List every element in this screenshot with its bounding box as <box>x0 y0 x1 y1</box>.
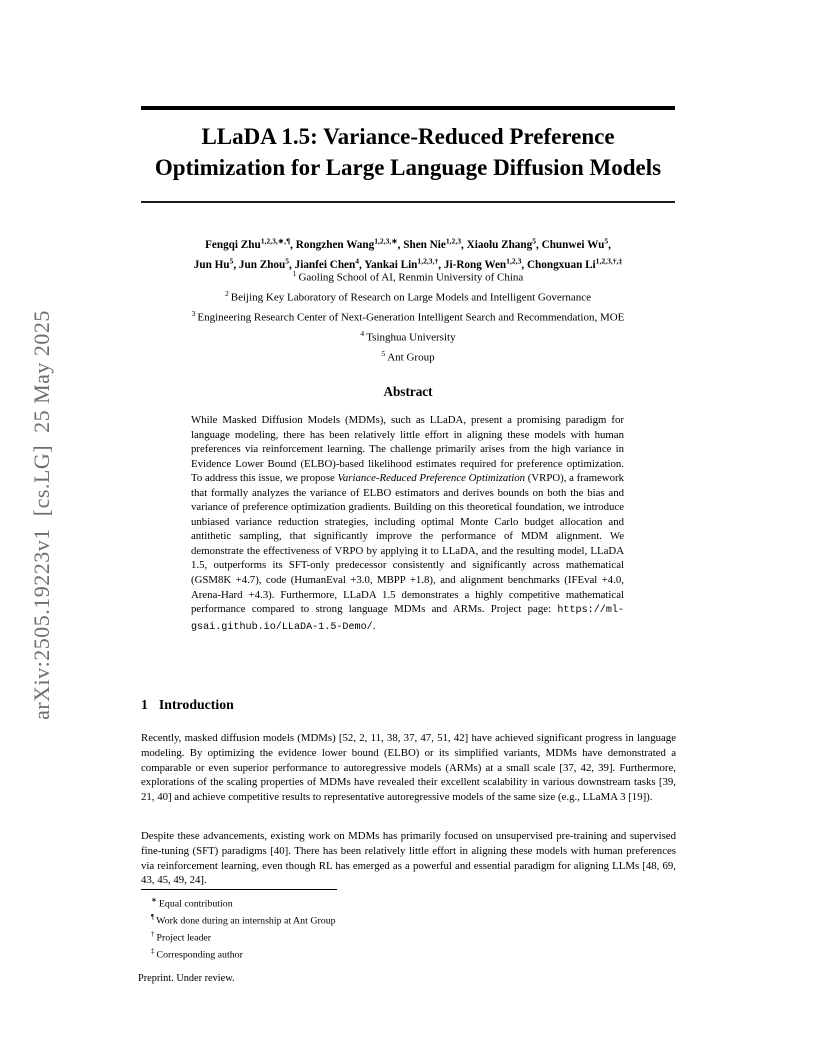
author: Yankai Lin$^{1,2,3,\dagger}$, <box>364 256 444 271</box>
footnote-marker: † <box>151 930 155 938</box>
author-affil-marks: 1,2,3,∗,¶ <box>260 236 291 245</box>
section-heading-introduction <box>141 697 675 713</box>
author: Xiaolu Zhang$^5$, <box>466 236 542 251</box>
author: Jun Hu$^5$, <box>193 256 239 271</box>
author-affil-marks: 1,2,3 <box>506 256 522 266</box>
section-title: Introduction <box>158 697 234 712</box>
footnote-marker: ‡ <box>151 947 155 955</box>
affiliation-number: 3 <box>191 308 196 318</box>
footnote-marker: ¶ <box>151 913 155 921</box>
project-page-link[interactable]: https://ml-gsai.github.io/LLaDA-1.5-Demo/ <box>191 605 624 633</box>
intro-paragraph-1: Recently, masked diffusion models (MDMs) [52, 2, 11, 38, 37, 47, 51, 42] have achieved significant progress in language modeling. By optimizing the evidence lower bound (ELBO) or its simplified variants, MDMs have demonstrated a comparable or even superior performance to autoregressive models (ARMs) at a small scale [37, 42, 39]. Furthermore, explorations of the scaling properties of MDMs have revealed their excellent scalability in various downstream tasks [39, 21, 40] and achieve competitive results to representative autoregressive models of the same size (e.g., LLaMA 3 [19]). <box>141 732 676 804</box>
affiliation-number: 1 <box>292 269 297 278</box>
footnote-marker: ∗ <box>151 896 157 904</box>
footnote-text: Work done during an internship at Ant Group <box>156 915 336 927</box>
author: Chunwei Wu$^5$, <box>541 236 611 251</box>
affiliation-text: Engineering Research Center of Next-Generation Intelligent Search and Recommendation, MOE <box>197 311 625 324</box>
author: Shen Nie$^{1,2,3}$, <box>403 236 467 251</box>
abstract-text: . <box>372 619 376 632</box>
author-affil-marks: 5 <box>532 236 537 245</box>
author-affil-marks: 5 <box>604 236 609 245</box>
affiliation <box>101 306 715 326</box>
affiliation-text: Ant Group <box>387 351 435 364</box>
author-affil-marks: 1,2,3,† <box>417 256 439 266</box>
paper-title <box>121 121 695 183</box>
affiliation-number: 5 <box>381 348 386 358</box>
affiliation-text: Beijing Key Laboratory of Research on Large Models and Intelligent Governance <box>230 291 592 304</box>
author: Ji-Rong Wen$^{1,2,3}$, <box>443 256 527 271</box>
author-affil-marks: 4 <box>355 256 360 266</box>
author-affil-marks: 5 <box>229 256 234 266</box>
author: Chongxuan $Li^{1,2,3,\dagger,\ddagger}$ <box>526 256 623 271</box>
footnote <box>141 945 675 962</box>
affiliation <box>101 286 715 306</box>
affiliation-number: 2 <box>224 288 229 298</box>
affiliation <box>101 326 715 346</box>
footnote-text: Equal contribution <box>158 898 233 910</box>
author-affil-marks: 1,2,3 <box>445 236 462 245</box>
author: Rongzhen Wang$^{1,2,3,∗}$, <box>295 236 404 251</box>
intro-paragraph-2: Despite these advancements, existing work on MDMs has primarily focused on unsupervised pre-training and supervised fine-tuning (SFT) paradigms [40]. There has been relatively little effort in aligning these models with human preferences via reinforcement learning, even though RL has emerged as a powerful and essential paradigm for aligning LLMs [48, 69, 43, 45, 49, 24]. <box>141 830 676 887</box>
author: Fengqi Zhu$^{1,2,3,∗,\P}$, <box>205 236 296 251</box>
author: Jun Zhou$^5$, <box>238 256 295 271</box>
footnote-text: Project leader <box>156 932 212 944</box>
abstract-text: While Masked Diffusion Models (MDMs), such as LLaDA, present a promising paradigm for language modeling, there has been relatively little effort in aligning these models with human preferences via reinforcement learning. The challenge primarily arises from the high variance in Evidence Lower Bound (ELBO)-based likelihood estimates required for preference optimization. To address this issue, we propose <box>191 414 624 485</box>
author: Jianfei Chen$^4$, <box>294 256 365 271</box>
footnote-list <box>141 894 675 962</box>
author-affil-marks: 5 <box>285 256 290 266</box>
author-line-1 <box>121 233 695 253</box>
abstract-body <box>191 413 624 635</box>
preprint-notice: Preprint. Under review. <box>138 973 235 984</box>
author-affil-marks: 1,2,3,∗ <box>374 236 398 245</box>
top-rule <box>141 106 675 110</box>
footnote-text: Corresponding author <box>156 949 243 961</box>
affiliation <box>101 266 715 286</box>
affiliation-list <box>101 266 715 366</box>
affiliation-text: Gaoling School of AI, Renmin University of China <box>298 271 524 284</box>
footnote <box>141 894 675 911</box>
abstract-method-name: Variance-Reduced Preference Optimization <box>337 472 526 485</box>
affiliation-text: Tsinghua University <box>366 331 456 344</box>
paper-title-line2: Optimization for Large Language Diffusion Models <box>154 155 662 180</box>
affiliation-number: 4 <box>360 328 365 338</box>
arxiv-watermark: arXiv:2505.19223v1 [cs.LG] 25 May 2025 <box>29 310 54 720</box>
affiliation <box>101 346 715 366</box>
abstract-text: (VRPO), a framework that formally analyzes the variance of ELBO estimators and derives bounds on both the bias and variance of preference optimization gradients. Building on this theoretical foundation, we introduce unbiased variance reduction strategies, including optimal Monte Carlo budget allocation and antithetic sampling, that significantly improve the performance of MDM alignment. We demonstrate the effectiveness of VRPO by applying it to LLaDA, and the resulting model, LLaDA 1.5, outperforms its SFT-only predecessor consistently and significantly across mathematical (GSM8K +4.7), code (HumanEval +3.0, MBPP +1.8), and alignment benchmarks (IFEval +4.0, Arena-Hard +4.3). Furthermore, LLaDA 1.5 demonstrates a highly competitive mathematical performance compared to strong language MDMs and ARMs. Project page: <box>191 472 624 616</box>
footnote <box>141 911 675 928</box>
section-number: 1 <box>141 697 148 712</box>
footnote-rule <box>141 889 337 890</box>
footnote <box>141 928 675 945</box>
abstract-heading: Abstract <box>383 384 433 399</box>
paper-title-line1: LLaDA 1.5: Variance-Reduced Preference <box>201 124 615 149</box>
title-rule <box>141 201 675 203</box>
author-affil-marks: 1,2,3,†,‡ <box>595 256 623 266</box>
